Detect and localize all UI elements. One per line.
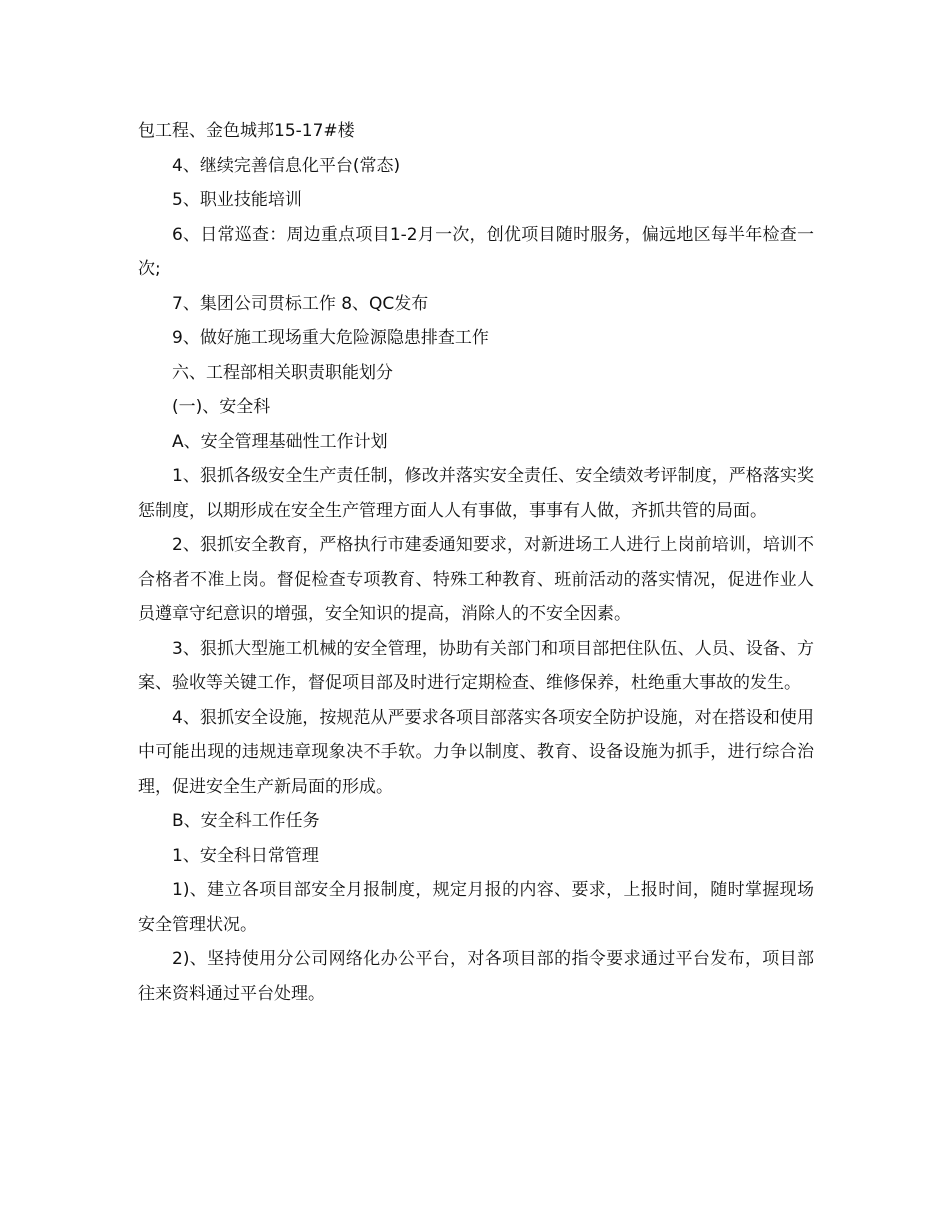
paragraph-b-1-2: 2)、坚持使用分公司网络化办公平台，对各项目部的指令要求通过平台发布，项目部往来资料通过平台处理。 <box>138 949 814 1004</box>
paragraph-b-1: 1、安全科日常管理 <box>172 845 319 866</box>
subsection-heading-safety: (一)、安全科 <box>172 397 271 417</box>
paragraph-a-2: 2、狠抓安全教育，严格执行市建委通知要求，对新进场工人进行上岗前培训，培训不合格者不准上岗。督促检查专项教育、特殊工种教育、班前活动的落实情况，促进作业人员遵章守纪意识的增强，安全知识的提高，消除人的不安全因素。 <box>138 535 814 624</box>
paragraph-a-1: 1、狠抓各级安全生产责任制，修改并落实安全责任、安全绩效考评制度，严格落实奖惩制度，以期形成在安全生产管理方面人人有事做，事事有人做，齐抓共管的局面。 <box>138 466 814 521</box>
subheading-b: B、安全科工作任务 <box>172 811 320 831</box>
paragraph-item-5: 5、职业技能培训 <box>172 190 302 210</box>
paragraph-item-7-8: 7、集团公司贯标工作 8、QC发布 <box>172 293 429 314</box>
paragraph-item-9: 9、做好施工现场重大危险源隐患排查工作 <box>172 328 489 348</box>
paragraph-item-4: 4、继续完善信息化平台(常态) <box>172 155 401 176</box>
paragraph-a-4: 4、狠抓安全设施，按规范从严要求各项目部落实各项安全防护设施，对在搭设和使用中可能出现的违规违章现象决不手软。力争以制度、教育、设备设施为抓手，进行综合治理，促进安全生产新局面的形成。 <box>138 707 814 797</box>
paragraph-item-6: 6、日常巡查：周边重点项目1-2月一次，创优项目随时服务，偏远地区每半年检查一次; <box>138 224 814 279</box>
subheading-a: A、安全管理基础性工作计划 <box>172 431 388 452</box>
paragraph-b-1-1: 1)、建立各项目部安全月报制度，规定月报的内容、要求，上报时间，随时掌握现场安全管理状况。 <box>138 880 814 935</box>
paragraph-a-3: 3、狠抓大型施工机械的安全管理，协助有关部门和项目部把住队伍、人员、设备、方案、验收等关键工作，督促项目部及时进行定期检查、维修保养，杜绝重大事故的发生。 <box>138 638 814 693</box>
document-body <box>138 114 814 1011</box>
section-heading-six: 六、工程部相关职责职能划分 <box>172 362 393 383</box>
paragraph-continuation: 包工程、金色城邦15-17#楼 <box>138 121 355 141</box>
